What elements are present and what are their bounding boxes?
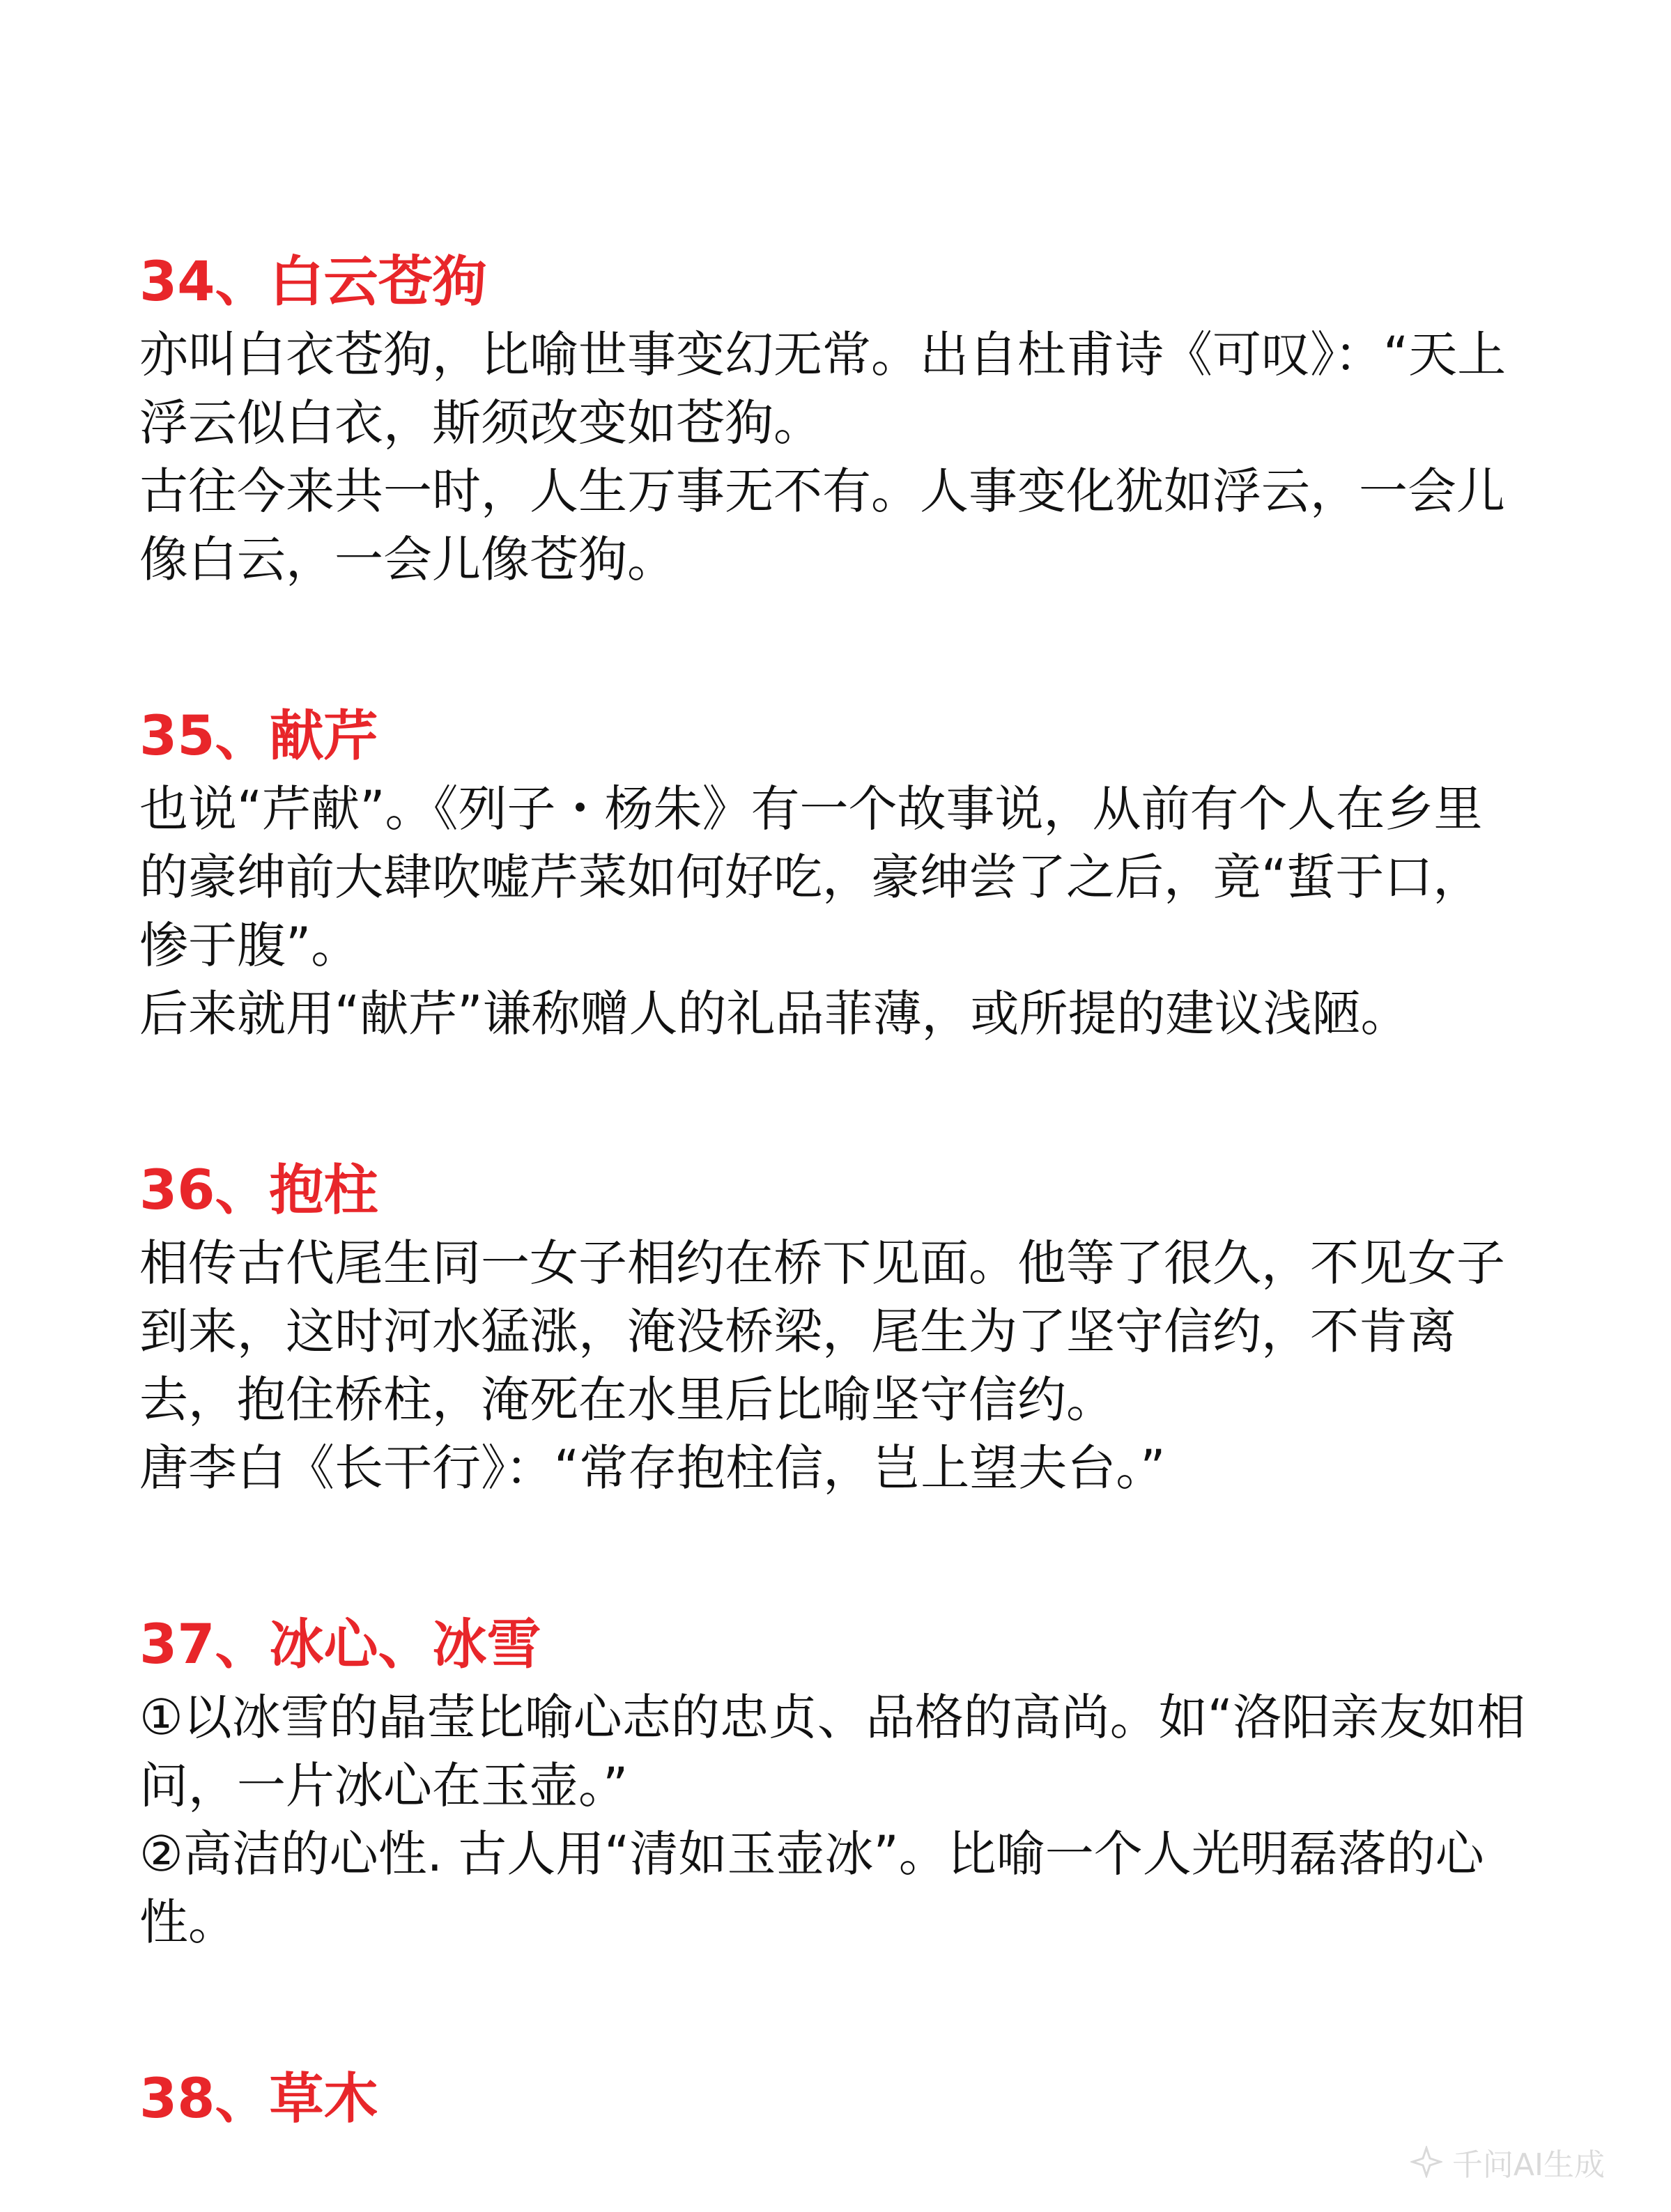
section-37 <box>139 1607 1526 1956</box>
section-36 <box>139 1152 1526 1502</box>
section-paragraph: 古往今来共一时，人生万事无不有。人事变化犹如浮云，一会儿像白云，一会儿像苍狗。 <box>139 463 1505 588</box>
section-heading: 34、白云苍狗 <box>139 251 487 314</box>
article <box>139 244 1526 2137</box>
section-paragraph: 唐李白《长干行》：“常存抱柱信，岂上望夫台。” <box>139 1439 1166 1496</box>
section-paragraph: 也说“芹献”。《列子・杨朱》有一个故事说，从前有个人在乡里的豪绅前大肆吹嘘芹菜如何好吃，豪绅尝了之后，竟“蜇于口，惨于腹”。 <box>139 780 1483 974</box>
section-heading: 38、草木 <box>139 2068 378 2130</box>
sparkle-icon <box>1410 2146 1442 2178</box>
section-34 <box>139 244 1526 594</box>
watermark-text: 千问AI生成 <box>1451 2147 1605 2183</box>
section-paragraph: ②高洁的心性. 古人用“清如玉壶冰”。比喻一个人光明磊落的心性。 <box>139 1825 1484 1951</box>
section-heading: 37、冰心、冰雪 <box>139 1614 541 1676</box>
ai-watermark <box>1410 2140 1605 2184</box>
section-38 <box>139 2061 1526 2137</box>
section-heading: 35、献芹 <box>139 705 378 768</box>
section-35 <box>139 698 1526 1048</box>
section-paragraph: ①以冰雪的晶莹比喻心志的忠贞、品格的高尚。如“洛阳亲友如相问，一片冰心在玉壶。” <box>139 1689 1526 1814</box>
section-paragraph: 相传古代尾生同一女子相约在桥下见面。他等了很久，不见女子到来，这时河水猛涨，淹没桥梁，尾生为了坚守信约，不肯离去，抱住桥柱，淹死在水里后比喻坚守信约。 <box>139 1235 1505 1428</box>
section-paragraph: 亦叫白衣苍狗，比喻世事变幻无常。出自杜甫诗《可叹》：“天上浮云似白衣，斯须改变如苍狗。 <box>139 326 1507 451</box>
section-paragraph: 后来就用“献芹”谦称赠人的礼品菲薄，或所提的建议浅陋。 <box>139 985 1410 1042</box>
section-heading: 36、抱柱 <box>139 1159 378 1222</box>
